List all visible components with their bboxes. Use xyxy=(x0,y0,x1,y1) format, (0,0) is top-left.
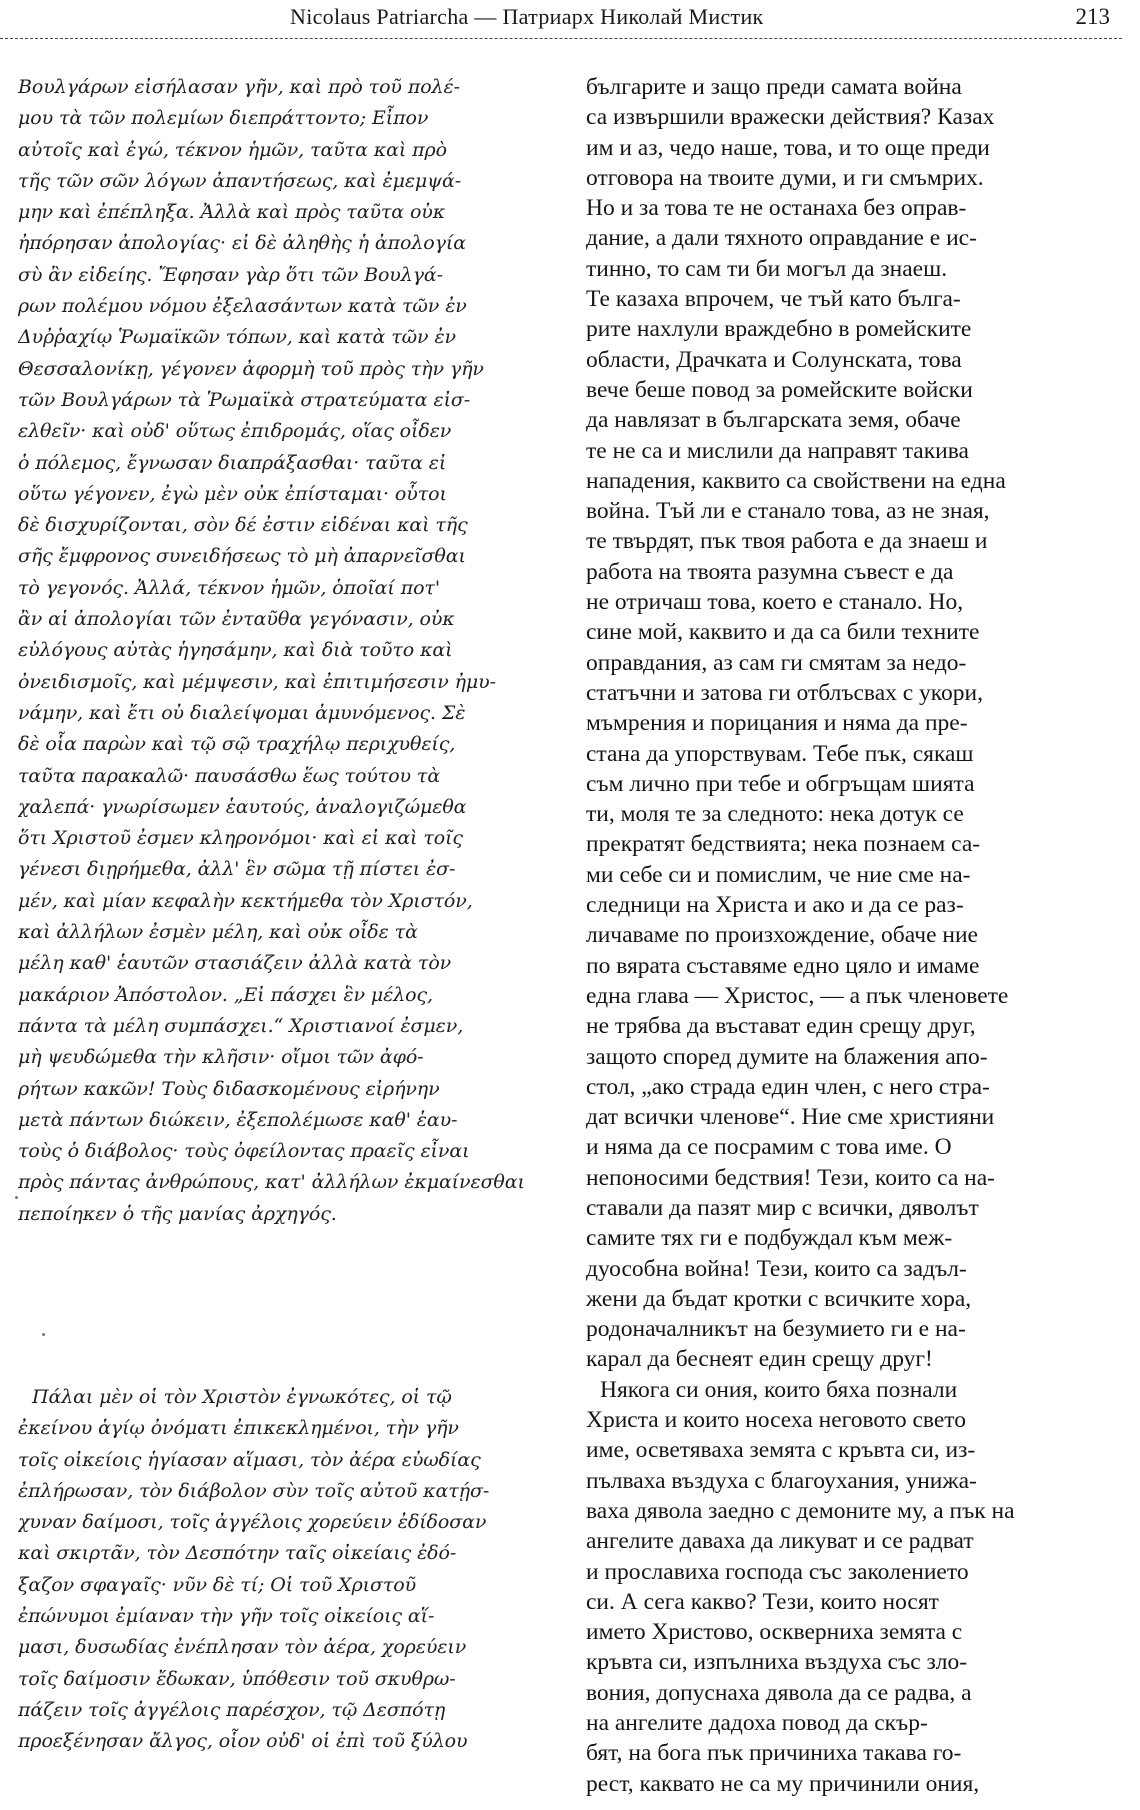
bulgarian-text-line: прекратят бедствията; нека познаем са- xyxy=(586,831,981,858)
bulgarian-text-line: Те казаха впрочем, че тъй като бълга- xyxy=(586,286,961,313)
greek-text-line: χυναν δαίμοσι, τοῖς ἀγγέλοις χορεύειν ἐδίδοσαν xyxy=(18,1511,487,1534)
bulgarian-text-line: ти, моля те за следното: нека дотук се xyxy=(586,801,964,828)
bulgarian-text-line: кръвта си, изпълниха въздуха със зло- xyxy=(586,1649,968,1676)
bulgarian-text-line: вония, допуснаха дявола да се радва, а xyxy=(586,1679,972,1706)
bulgarian-text-line: дат всички членове“. Ние сме християни xyxy=(586,1104,995,1131)
bulgarian-text-line: карал да беснеят един срещу друг! xyxy=(586,1346,933,1373)
greek-text-line: εὐλόγους αὐτὰς ἡγησάμην, καὶ διὰ τοῦτο καὶ xyxy=(18,639,453,662)
greek-text-line: πρὸς πάντας ἀνθρώπους, κατ' ἀλλήλων ἐκμαίνεσθαι xyxy=(18,1171,525,1194)
bulgarian-text-line: бят, на бога пък причиниха такава го- xyxy=(586,1740,962,1767)
bulgarian-text-line: не трябва да въстават един срещу друг, xyxy=(586,1013,976,1040)
bulgarian-text-line: следници на Христа и ако и да се раз- xyxy=(586,892,964,919)
greek-text-line: τοῖς οἰκείοις ἡγίασαν αἵμασι, τὸν ἀέρα εὐωδίας xyxy=(18,1448,481,1471)
bulgarian-text-line: ангелите даваха да ликуват и се радват xyxy=(586,1528,974,1555)
greek-text-line: τοὺς ὁ διάβολος· τοὺς ὀφείλοντας πραεῖς εἶναι xyxy=(18,1140,470,1163)
bulgarian-text-line: по вярата съставяме едно цяло и имаме xyxy=(586,952,980,979)
bulgarian-text-line: и няма да се посрамим с това име. О xyxy=(586,1134,952,1161)
greek-text-line: αὐτοῖς καὶ ἐγώ, τέκνον ἡμῶν, ταῦτα καὶ πρὸ xyxy=(18,138,447,161)
greek-text-line: σὺ ἂν εἰδείης. Ἔφησαν γὰρ ὅτι τῶν Βουλγά- xyxy=(18,263,443,286)
bulgarian-text-line: мъмрения и порицания и няма да пре- xyxy=(586,710,968,737)
stray-dot xyxy=(15,1196,18,1199)
bulgarian-text-line: статъчни и затова ги отблъсвах с укори, xyxy=(586,679,983,706)
bulgarian-text-line: тинно, то сам ти би могъл да знаеш. xyxy=(586,255,948,282)
greek-text-line: καὶ σκιρτᾶν, τὸν Δεσπότην ταῖς οἰκείαις ἐδό- xyxy=(18,1542,457,1565)
bulgarian-text-line: и прославиха господа със заколението xyxy=(586,1558,969,1585)
greek-text-line: πεποίηκεν ὁ τῆς μανίας ἀρχηγός. xyxy=(18,1202,337,1225)
bulgarian-text-line: да навлязат в българската земя, обаче xyxy=(586,407,961,434)
bulgarian-text-line: ваха дявола заедно с демоните му, а пък на xyxy=(586,1497,1015,1524)
greek-text-line: ελθεῖν· καὶ οὐδ' οὕτως ἐπιδρομάς, οἵας οἶδεν xyxy=(18,420,452,443)
greek-text-line: μέν, καὶ μίαν κεφαλὴν κεκτήμεθα τὸν Χριστόν, xyxy=(18,889,473,912)
running-title: Nicolaus Patriarcha — Патриарх Николай Мистик xyxy=(290,4,764,29)
bulgarian-text-line: името Христово, оскверниха земята с xyxy=(586,1619,963,1646)
bulgarian-text-line: стол, „ако страда един член, с него стра- xyxy=(586,1073,990,1100)
greek-text-line: Θεσσαλονίκῃ, γέγονεν ἀφορμὴ τοῦ πρὸς τὴν γῆν xyxy=(18,357,484,380)
bulgarian-text-line: пълваха въздуха с благоухания, унижа- xyxy=(586,1467,977,1494)
greek-text-line: γένεσι διῃρήμεθα, ἀλλ' ἓν σῶμα τῇ πίστει ἐσ- xyxy=(18,858,456,881)
greek-text-line: μετὰ πάντων διώκειν, ἐξεπολέμωσε καθ' ἑαυ- xyxy=(18,1108,458,1131)
bulgarian-text-line: българите и защо преди самата война xyxy=(586,74,962,100)
bulgarian-text-line: Някога си ония, които бяха познали xyxy=(600,1376,958,1403)
greek-text-line: Βουλγάρων εἰσήλασαν γῆν, καὶ πρὸ τοῦ πολέ- xyxy=(18,76,460,98)
header-rule xyxy=(0,38,1122,39)
bulgarian-text-line: на ангелите дадоха повод да скър- xyxy=(586,1710,928,1737)
greek-text-line: νάμην, καὶ ἔτι οὐ διαλείψομαι ἀμυνόμενος. Σὲ xyxy=(18,701,466,724)
greek-text-block-2 xyxy=(18,1382,558,1758)
bulgarian-text-line: работа на твоята разумна съвест е да xyxy=(586,558,954,585)
bulgarian-text-line: рест, каквато не са му причинили ония, xyxy=(586,1770,980,1797)
bulgarian-text-line: стана да упорствувам. Тебе пък, сякаш xyxy=(586,740,974,767)
bulgarian-text-line: отговора на твоите думи, и ги смъмрих. xyxy=(586,164,984,191)
greek-text-line: τοῖς δαίμοσιν ἔδωκαν, ὑπόθεσιν τοῦ σκυθρω- xyxy=(18,1667,456,1690)
greek-text-line: Πάλαι μὲν οἱ τὸν Χριστὸν ἐγνωκότες, οἱ τῷ xyxy=(32,1386,452,1408)
bulgarian-text-line: име, осветяваха земята с кръвта си, из- xyxy=(586,1437,976,1464)
greek-text-line: μέλη καθ' ἑαυτῶν στασιάζειν ἀλλὰ κατὰ τὸν xyxy=(18,952,452,975)
bulgarian-text-line: сине мой, каквито и да са били техните xyxy=(586,619,980,646)
bulgarian-text-line: съм лично при тебе и обгръщам шията xyxy=(586,770,975,797)
bulgarian-text-line: жени да бъдат кротки с всичките хора, xyxy=(586,1285,972,1312)
bulgarian-text-line: ставали да пазят мир с всички, дяволът xyxy=(586,1194,979,1221)
greek-text-line: μὴ ψευδώμεθα τὴν κλῆσιν· οἴμοι τῶν ἀφό- xyxy=(18,1046,424,1069)
bulgarian-text-line: война. Тъй ли е станало това, аз не зная, xyxy=(586,498,990,525)
bulgarian-text-line: те не са и мислили да направят такива xyxy=(586,437,969,464)
greek-text-line: καὶ ἀλλήλων ἐσμὲν μέλη, καὶ οὐκ οἶδε τὰ xyxy=(18,921,418,944)
greek-text-line: δὲ οἷα παρὼν καὶ τῷ σῷ τραχήλῳ περιχυθείς, xyxy=(18,733,456,756)
bulgarian-text-line: защото според думите на блажения апо- xyxy=(586,1043,988,1070)
greek-text-line: ὀνειδισμοῖς, καὶ μέμψεσιν, καὶ ἐπιτιμήσεσιν ἠμυ- xyxy=(18,670,496,693)
greek-text-line: ἐκείνου ἁγίῳ ὀνόματι ἐπικεκλημένοι, τὴν γῆν xyxy=(18,1417,459,1440)
bulgarian-text-line: непоносими бедствия! Тези, които са на- xyxy=(586,1164,995,1191)
bulgarian-text-line: вече беше повод за ромейските войски xyxy=(586,376,973,403)
bulgarian-text-line: една глава — Христос, — а пък членовете xyxy=(586,982,1009,1009)
greek-text-line: χαλεπά· γνωρίσωμεν ἑαυτούς, ἀναλογιζώμεθα xyxy=(18,795,467,818)
greek-text-line: ρήτων κακῶν! Τοὺς διδασκομένους εἰρήνην xyxy=(18,1077,440,1100)
running-head xyxy=(0,0,1140,44)
stray-dot xyxy=(42,1333,45,1336)
greek-text-line: ἐπώνυμοι ἐμίαναν τὴν γῆν τοῖς οἰκείοις αἵ- xyxy=(18,1605,435,1628)
greek-text-line: σῆς ἔμφρονος συνειδήσεως τὸ μὴ ἀπαρνεῖσθαι xyxy=(18,545,466,568)
bulgarian-translation-column xyxy=(586,72,1131,1799)
greek-text-line: δὲ δισχυρίζονται, σὸν δέ ἐστιν εἰδέναι καὶ τῆς xyxy=(18,514,468,537)
bulgarian-text-line: си. А сега какво? Тези, които носят xyxy=(586,1588,939,1615)
greek-text-line: ὁ πόλεμος, ἔγνωσαν διαπράξασθαι· ταῦτα εἰ xyxy=(18,451,447,474)
bulgarian-text-line: личаваме по произхождение, обаче ние xyxy=(586,922,978,949)
greek-text-line: ὅτι Χριστοῦ ἐσμεν κληρονόμοι· καὶ εἰ καὶ τοῖς xyxy=(18,827,463,850)
bulgarian-text-line: дание, а дали тяхното оправдание е ис- xyxy=(586,225,977,252)
greek-text-block-1 xyxy=(18,72,558,1230)
bulgarian-text-line: са извършили вражески действия? Казах xyxy=(586,104,995,131)
bulgarian-text-line: родоначалникът на безумието ги е на- xyxy=(586,1316,966,1343)
page-number: 213 xyxy=(1075,4,1110,29)
greek-text-line: ἂν αἱ ἀπολογίαι τῶν ἐνταῦθα γεγόνασιν, οὐκ xyxy=(18,608,455,631)
bulgarian-text-line: оправдания, аз сам ги смятам за недо- xyxy=(586,649,967,676)
greek-text-line: μασι, δυσωδίας ἐνέπλησαν τὸν ἀέρα, χορεύειν xyxy=(18,1636,467,1659)
greek-text-line: ἐπλήρωσαν, τὸν διάβολον σὺν τοῖς αὐτοῦ κατῄσ- xyxy=(18,1479,490,1502)
bulgarian-text-line: Христа и които носеха неговото свето xyxy=(586,1407,966,1434)
greek-text-line: τῶν Βουλγάρων τὰ Ῥωμαϊκὰ στρατεύματα εἰσ- xyxy=(18,388,471,411)
bulgarian-text-line: те твърдят, пък твоя работа е да знаеш и xyxy=(586,528,988,555)
bulgarian-text-line: ми себе си и помислим, че ние сме на- xyxy=(586,861,971,888)
greek-text-line: ρων πολέμου νόμου ἐξελασάντων κατὰ τῶν ἐν xyxy=(18,295,467,318)
greek-text-line: τὸ γεγονός. Ἀλλά, τέκνον ἡμῶν, ὁποῖαί ποτ' xyxy=(18,576,440,599)
greek-text-line: οὕτω γέγονεν, ἐγὼ μὲν οὐκ ἐπίσταμαι· οὗτοι xyxy=(18,482,447,505)
greek-text-line: ἠπόρησαν ἀπολογίας· εἰ δὲ ἀληθὴς ἡ ἀπολογία xyxy=(18,232,466,255)
bulgarian-text-line: нападения, каквито са свойствени на една xyxy=(586,467,1006,494)
greek-text-line: προεξένησαν ἄλγος, οἷον οὐδ' οἱ ἐπὶ τοῦ ξύλου xyxy=(18,1730,468,1753)
greek-text-line: μου τὰ τῶν πολεμίων διεπράττοντο; Εἶπον xyxy=(18,107,429,130)
greek-text-line: ταῦτα παρακαλῶ· παυσάσθω ἕως τούτου τὰ xyxy=(18,764,441,787)
greek-text-line: Δυῤῥαχίῳ Ῥωμαϊκῶν τόπων, καὶ κατὰ τῶν ἐν xyxy=(18,326,456,349)
bulgarian-text-line: самите тях ги е подбуждал към меж- xyxy=(586,1225,953,1252)
bulgarian-text-line: области, Драчката и Солунската, това xyxy=(586,346,962,373)
greek-text-line: ξαζον σφαγαῖς· νῦν δὲ τί; Οἱ τοῦ Χριστοῦ xyxy=(18,1573,417,1596)
greek-text-line: μην καὶ ἐπέπληξα. Ἀλλὰ καὶ πρὸς ταῦτα οὐκ xyxy=(18,201,446,224)
bulgarian-text-line: рите нахлули враждебно в ромейските xyxy=(586,316,972,343)
greek-text-line: πάζειν τοῖς ἀγγέλοις παρέσχον, τῷ Δεσπότῃ xyxy=(18,1698,446,1721)
bulgarian-text-line: им и аз, чедо наше, това, и то още преди xyxy=(586,134,990,161)
bulgarian-text-line: Но и за това те не останаха без оправ- xyxy=(586,195,967,222)
greek-text-line: τῆς τῶν σῶν λόγων ἀπαντήσεως, καὶ ἐμεμψά- xyxy=(18,169,462,192)
bulgarian-text-line: не отричаш това, което е станало. Но, xyxy=(586,589,964,616)
greek-text-line: πάντα τὰ μέλη συμπάσχει.“ Χριστιανοί ἐσμεν, xyxy=(18,1014,464,1037)
bulgarian-text-line: дуособна война! Тези, които са задъл- xyxy=(586,1255,967,1282)
greek-text-line: μακάριον Ἀπόστολον. „Εἰ πάσχει ἓν μέλος, xyxy=(18,983,433,1006)
